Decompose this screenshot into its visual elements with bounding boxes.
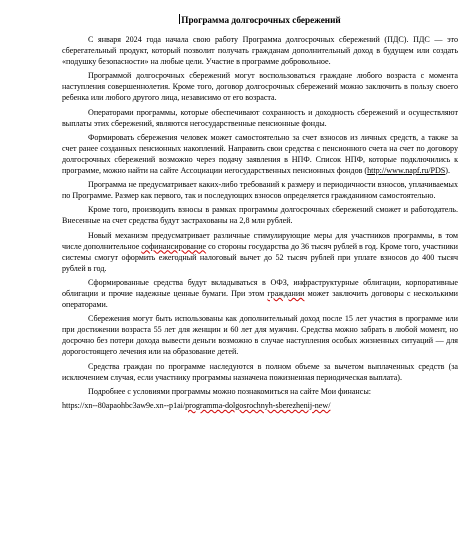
napf-link[interactable]: http://www.napf.ru/PDS	[367, 166, 446, 176]
paragraph-11: Подробнее с условиями программы можно познакомиться на сайте Мои финансы:	[88, 386, 371, 396]
paragraph-8	[62, 277, 458, 310]
paragraph-1: С января 2024 года начала свою работу Программа долгосрочных сбережений (ПДС). ПДС — это сберегательный продукт, который позволит получать гражданам дополнительный доход в будущем или создать «подушку безопасности» на любые цели. Участие в программе добровольное.	[62, 35, 458, 67]
final-url-line	[62, 400, 458, 411]
spellcheck-word: граждании	[267, 288, 305, 298]
spellcheck-word: софинансирование	[141, 241, 207, 251]
paragraph-4-text: Формировать сбережения человек может самостоятельно за счет взносов из личных средств, а также за счет ранее созданных пенсионных накоплений. Направить свои средства с пенсионного счета на счет по договору долгосрочных сбережений возможно через подачу заявления в НПФ. Список НПФ, которые подключились к программе, можно найти на сайте Ассоциации негосударственных пенсионных фондов (http://www.napf.ru/PDS).	[62, 132, 458, 176]
paragraph-10: Средства граждан по программе наследуются в полном объеме за вычетом выплаченных средств (за исключением случая, если участнику программы назначена пожизненная периодическая выплата).	[62, 361, 458, 382]
paragraph-9: Сбережения могут быть использованы как дополнительный доход после 15 лет участия в программе или при достижении возраста 55 лет для женщин и 60 лет для мужчин. Средства можно забрать в любой момент, но досрочно без потери дохода вывести деньги возможно в случае наступления особых жизненных ситуаций — для дорогостоящего лечения или на образование детей.	[62, 314, 458, 357]
document-title	[62, 14, 458, 26]
final-url-prefix[interactable]: https://xn--80apaohbc3aw9e.xn--p1ai/	[62, 400, 186, 410]
title-text: Программа долгосрочных сбережений	[181, 15, 341, 25]
paragraph-6: Кроме того, производить взносы в рамках программы долгосрочных сбережений сможет и работодатель. Внесенные на счет средства будут застрахованы на 2,8 млн рублей.	[62, 205, 458, 226]
paragraph-8-text: Сформированные средства будут вкладываться в ОФЗ, инфраструктурные облигации, корпоративные облигации и прочие надежные ценные бумаги. При этом граждании может заключить договоры с несколькими операторами.	[62, 277, 458, 310]
paragraph-3: Операторами программы, которые обеспечивают сохранность и доходность сбережений и осуществляют выплаты этих сбережений, являются негосударственные пенсионные фонды.	[62, 107, 458, 128]
paragraph-2: Программой долгосрочных сбережений могут воспользоваться граждане любого возраста с момента наступления совершеннолетия. Кроме того, договор долгосрочных сбережений можно заключить в пользу своего ребенка или любого другого лица, независимо от его возраста.	[62, 71, 458, 103]
paragraph-5: Программа не предусматривает каких-либо требований к размеру и периодичности взносов, уплачиваемых по Программе. Размер как первого, так и последующих взносов определяется гражданином самостоятельно.	[62, 180, 458, 201]
paragraph-4	[62, 132, 458, 176]
paragraph-7-text: Новый механизм предусматривает различные стимулирующие меры для участников программы, в том числе дополнительное софинансирование со стороны государства до 36 тысяч рублей в год. Кроме того, участники системы смогут оформить ежегодный налоговый вычет до 52 тысяч рублей при уплате взносов до 400 тысяч рублей в год.	[62, 230, 458, 273]
paragraph-7	[62, 230, 458, 274]
final-url-slug[interactable]: programma-dolgosrochnyh-sberezhenij-new/	[185, 400, 331, 410]
